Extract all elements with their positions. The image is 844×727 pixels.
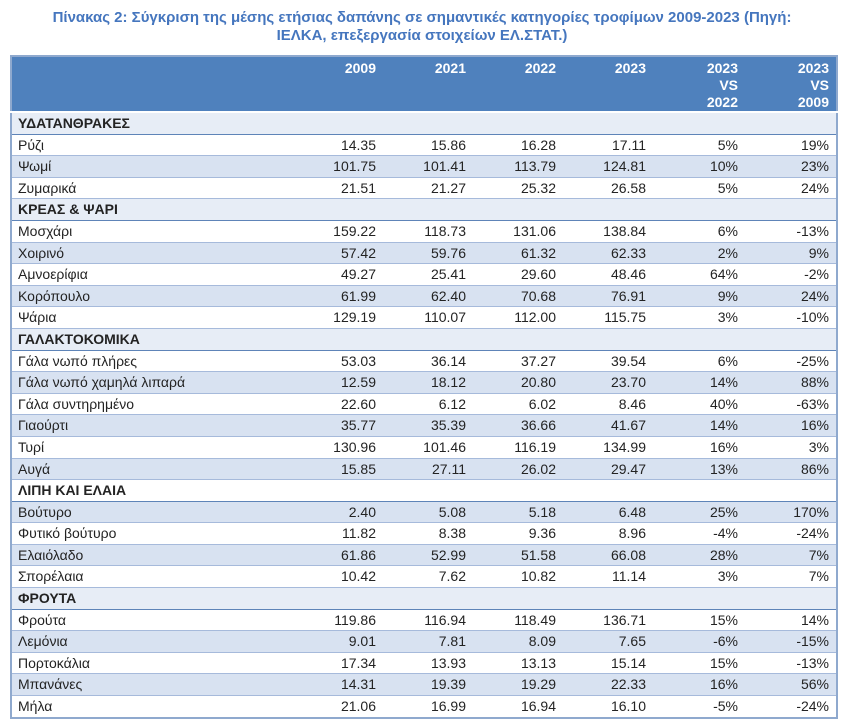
value-cell: -10% (745, 307, 837, 329)
value-cell: 53.03 (299, 350, 383, 372)
value-cell: 28% (653, 544, 745, 566)
value-cell: 2% (653, 242, 745, 264)
value-cell: 23% (745, 156, 837, 178)
value-cell: 29.60 (473, 264, 563, 286)
value-cell: 159.22 (299, 220, 383, 242)
value-cell: 113.79 (473, 156, 563, 178)
row-label: Ζυμαρικά (11, 177, 299, 199)
table-row (11, 501, 837, 523)
value-cell: 112.00 (473, 307, 563, 329)
value-cell: 138.84 (563, 220, 653, 242)
value-cell: 19.29 (473, 674, 563, 696)
value-cell: 7.65 (563, 631, 653, 653)
value-cell: 5% (653, 177, 745, 199)
row-label: Πορτοκάλια (11, 652, 299, 674)
header-line: 2023 (706, 60, 738, 76)
table-row (11, 458, 837, 480)
value-cell: 130.96 (299, 436, 383, 458)
value-cell: 15.86 (383, 134, 473, 156)
value-cell: 19.39 (383, 674, 473, 696)
value-cell: 6.48 (563, 501, 653, 523)
value-cell: 56% (745, 674, 837, 696)
header-line: 2009 (797, 94, 829, 110)
value-cell: 41.67 (563, 415, 653, 437)
table-row (11, 372, 837, 394)
section-title: ΛΙΠΗ ΚΑΙ ΕΛΑΙΑ (11, 480, 837, 502)
value-cell: -4% (653, 523, 745, 545)
value-cell: 13.93 (383, 652, 473, 674)
header-line: VS (719, 77, 738, 93)
value-cell: 49.27 (299, 264, 383, 286)
row-label: Φρούτα (11, 609, 299, 631)
value-cell: -6% (653, 631, 745, 653)
value-cell: 76.91 (563, 285, 653, 307)
table-row (11, 631, 837, 653)
value-cell: -24% (745, 696, 837, 718)
value-cell: 16.94 (473, 696, 563, 718)
value-cell: 3% (653, 566, 745, 588)
table-row (11, 134, 837, 156)
section-title: ΓΑΛΑΚΤΟΚΟΜΙΚΑ (11, 328, 837, 350)
value-cell: 134.99 (563, 436, 653, 458)
value-cell: 22.60 (299, 393, 383, 415)
row-label: Κορόπουλο (11, 285, 299, 307)
value-cell: 37.27 (473, 350, 563, 372)
value-cell: 21.27 (383, 177, 473, 199)
table-row (11, 177, 837, 199)
value-cell: 9% (653, 285, 745, 307)
value-cell: 26.58 (563, 177, 653, 199)
value-cell: 61.32 (473, 242, 563, 264)
value-cell: 11.14 (563, 566, 653, 588)
value-cell: 17.11 (563, 134, 653, 156)
header-year-2021: 2021 (383, 56, 473, 112)
value-cell: 16% (653, 436, 745, 458)
value-cell: 16% (745, 415, 837, 437)
table-title: Πίνακας 2: Σύγκριση της μέσης ετήσιας δαπάνης σε σημαντικές κατηγορίες τροφίμων 2009-2023 (Πηγή: ΙΕΛΚΑ, επεξεργασία στοιχείων ΕΛ.ΣΤΑΤ.) (52, 9, 792, 44)
value-cell: 115.75 (563, 307, 653, 329)
value-cell: 2.40 (299, 501, 383, 523)
value-cell: 5.18 (473, 501, 563, 523)
value-cell: 119.86 (299, 609, 383, 631)
value-cell: 9% (745, 242, 837, 264)
value-cell: 3% (745, 436, 837, 458)
value-cell: 16.10 (563, 696, 653, 718)
header-line: 2023 (797, 60, 829, 76)
value-cell: 116.94 (383, 609, 473, 631)
value-cell: 116.19 (473, 436, 563, 458)
value-cell: 3% (653, 307, 745, 329)
value-cell: 64% (653, 264, 745, 286)
row-label: Μήλα (11, 696, 299, 718)
value-cell: 10% (653, 156, 745, 178)
table-row (11, 350, 837, 372)
header-2023-vs-2022 (653, 56, 745, 112)
value-cell: 15% (653, 609, 745, 631)
value-cell: 61.86 (299, 544, 383, 566)
value-cell: 35.39 (383, 415, 473, 437)
table-row (11, 436, 837, 458)
row-label: Αυγά (11, 458, 299, 480)
section-header-row (11, 112, 837, 134)
value-cell: 57.42 (299, 242, 383, 264)
row-label: Ψάρια (11, 307, 299, 329)
value-cell: 15.85 (299, 458, 383, 480)
expense-comparison-table (10, 55, 838, 719)
table-row (11, 523, 837, 545)
table-row (11, 242, 837, 264)
value-cell: 16% (653, 674, 745, 696)
table-row (11, 415, 837, 437)
value-cell: 6.12 (383, 393, 473, 415)
row-label: Λεμόνια (11, 631, 299, 653)
table-row (11, 674, 837, 696)
value-cell: 8.38 (383, 523, 473, 545)
value-cell: 14.35 (299, 134, 383, 156)
header-year-2023: 2023 (563, 56, 653, 112)
row-label: Φυτικό βούτυρο (11, 523, 299, 545)
value-cell: 7% (745, 544, 837, 566)
header-category-cell (11, 56, 299, 112)
value-cell: 14% (653, 372, 745, 394)
value-cell: 7.81 (383, 631, 473, 653)
section-title: ΚΡΕΑΣ & ΨΑΡΙ (11, 199, 837, 221)
section-header-row (11, 199, 837, 221)
value-cell: -15% (745, 631, 837, 653)
value-cell: 15.14 (563, 652, 653, 674)
value-cell: 62.40 (383, 285, 473, 307)
table-row (11, 156, 837, 178)
value-cell: 21.06 (299, 696, 383, 718)
value-cell: 25% (653, 501, 745, 523)
value-cell: 40% (653, 393, 745, 415)
value-cell: 62.33 (563, 242, 653, 264)
value-cell: 26.02 (473, 458, 563, 480)
section-title: ΦΡΟΥΤΑ (11, 588, 837, 610)
value-cell: 12.59 (299, 372, 383, 394)
value-cell: 7.62 (383, 566, 473, 588)
value-cell: 11.82 (299, 523, 383, 545)
value-cell: 48.46 (563, 264, 653, 286)
row-label: Σπορέλαια (11, 566, 299, 588)
value-cell: 35.77 (299, 415, 383, 437)
section-title: ΥΔΑΤΑΝΘΡΑΚΕΣ (11, 112, 837, 134)
header-2023-vs-2009 (745, 56, 837, 112)
table-row (11, 652, 837, 674)
table-row (11, 307, 837, 329)
section-header-row (11, 328, 837, 350)
value-cell: 13% (653, 458, 745, 480)
row-label: Γάλα νωπό πλήρες (11, 350, 299, 372)
value-cell: 36.66 (473, 415, 563, 437)
value-cell: 14% (653, 415, 745, 437)
value-cell: -2% (745, 264, 837, 286)
value-cell: 16.99 (383, 696, 473, 718)
value-cell: 8.96 (563, 523, 653, 545)
header-line: VS (810, 77, 829, 93)
value-cell: -63% (745, 393, 837, 415)
value-cell: 101.75 (299, 156, 383, 178)
table-row (11, 264, 837, 286)
header-year-2022: 2022 (473, 56, 563, 112)
section-header-row (11, 588, 837, 610)
row-label: Χοιρινό (11, 242, 299, 264)
value-cell: 17.34 (299, 652, 383, 674)
value-cell: -25% (745, 350, 837, 372)
value-cell: 27.11 (383, 458, 473, 480)
value-cell: 136.71 (563, 609, 653, 631)
row-label: Μπανάνες (11, 674, 299, 696)
value-cell: -5% (653, 696, 745, 718)
value-cell: 39.54 (563, 350, 653, 372)
value-cell: 118.73 (383, 220, 473, 242)
value-cell: 110.07 (383, 307, 473, 329)
value-cell: 101.41 (383, 156, 473, 178)
value-cell: 21.51 (299, 177, 383, 199)
value-cell: 10.42 (299, 566, 383, 588)
row-label: Γάλα συντηρημένο (11, 393, 299, 415)
value-cell: 5.08 (383, 501, 473, 523)
row-label: Γάλα νωπό χαμηλά λιπαρά (11, 372, 299, 394)
value-cell: 23.70 (563, 372, 653, 394)
value-cell: -13% (745, 652, 837, 674)
value-cell: 5% (653, 134, 745, 156)
header-year-2009: 2009 (299, 56, 383, 112)
value-cell: 88% (745, 372, 837, 394)
table-row (11, 609, 837, 631)
row-label: Ψωμί (11, 156, 299, 178)
value-cell: 86% (745, 458, 837, 480)
value-cell: 6.02 (473, 393, 563, 415)
value-cell: 7% (745, 566, 837, 588)
row-label: Ελαιόλαδο (11, 544, 299, 566)
value-cell: 19% (745, 134, 837, 156)
value-cell: 61.99 (299, 285, 383, 307)
table-row (11, 285, 837, 307)
table-row (11, 544, 837, 566)
section-header-row (11, 480, 837, 502)
value-cell: 29.47 (563, 458, 653, 480)
value-cell: 6% (653, 220, 745, 242)
value-cell: 101.46 (383, 436, 473, 458)
value-cell: 14% (745, 609, 837, 631)
value-cell: 131.06 (473, 220, 563, 242)
value-cell: 124.81 (563, 156, 653, 178)
row-label: Τυρί (11, 436, 299, 458)
value-cell: 20.80 (473, 372, 563, 394)
value-cell: 51.58 (473, 544, 563, 566)
table-header-row (11, 56, 837, 112)
value-cell: 25.32 (473, 177, 563, 199)
table-row (11, 220, 837, 242)
table-row (11, 696, 837, 718)
value-cell: 9.01 (299, 631, 383, 653)
row-label: Αμνοερίφια (11, 264, 299, 286)
value-cell: 170% (745, 501, 837, 523)
value-cell: 8.46 (563, 393, 653, 415)
header-line: 2022 (706, 94, 738, 110)
value-cell: 24% (745, 285, 837, 307)
table-row (11, 566, 837, 588)
value-cell: 6% (653, 350, 745, 372)
value-cell: 14.31 (299, 674, 383, 696)
value-cell: 16.28 (473, 134, 563, 156)
value-cell: 52.99 (383, 544, 473, 566)
row-label: Βούτυρο (11, 501, 299, 523)
value-cell: 70.68 (473, 285, 563, 307)
value-cell: 129.19 (299, 307, 383, 329)
value-cell: 15% (653, 652, 745, 674)
row-label: Ρύζι (11, 134, 299, 156)
value-cell: 59.76 (383, 242, 473, 264)
value-cell: 9.36 (473, 523, 563, 545)
value-cell: 24% (745, 177, 837, 199)
row-label: Γιαούρτι (11, 415, 299, 437)
value-cell: 13.13 (473, 652, 563, 674)
value-cell: 25.41 (383, 264, 473, 286)
value-cell: 36.14 (383, 350, 473, 372)
value-cell: 118.49 (473, 609, 563, 631)
value-cell: 22.33 (563, 674, 653, 696)
value-cell: -13% (745, 220, 837, 242)
value-cell: 10.82 (473, 566, 563, 588)
value-cell: 18.12 (383, 372, 473, 394)
value-cell: -24% (745, 523, 837, 545)
value-cell: 8.09 (473, 631, 563, 653)
row-label: Μοσχάρι (11, 220, 299, 242)
table-body (11, 112, 837, 718)
table-row (11, 393, 837, 415)
value-cell: 66.08 (563, 544, 653, 566)
